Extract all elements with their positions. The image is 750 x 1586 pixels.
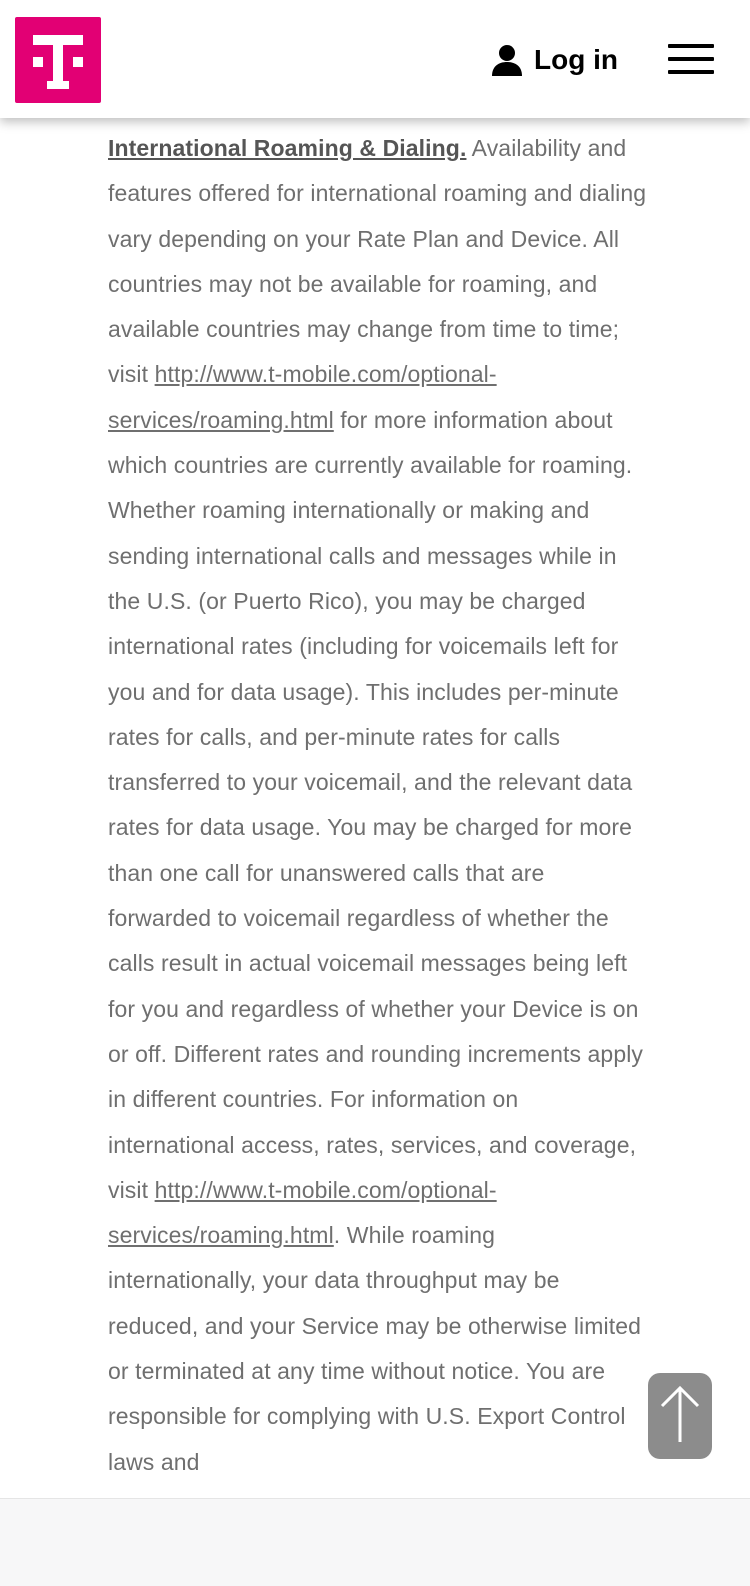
roaming-link[interactable]: http://www.t-mobile.com/optional-services/roaming.html bbox=[108, 1176, 497, 1249]
login-button[interactable] bbox=[492, 38, 618, 82]
paragraph-text: Availability and features offered for international roaming and dialing vary depending on your Rate Plan and Device. All countries may not be available for roaming, and available countries may change from time to time; visit bbox=[108, 135, 647, 388]
roaming-link[interactable]: http://www.t-mobile.com/optional-services/roaming.html bbox=[108, 361, 497, 433]
user-icon bbox=[492, 44, 522, 76]
scroll-to-top-button[interactable] bbox=[648, 1373, 712, 1459]
roaming-paragraph bbox=[108, 126, 648, 1485]
site-header bbox=[0, 0, 750, 118]
section-heading: International Roaming & Dialing. bbox=[108, 135, 467, 161]
paragraph-text: for more information about which countries are currently available for roaming. Whether roaming internationally or making and sending international calls and messages while in the U.S. (or Puerto Rico), you may be charged international rates (including for voicemails left for you and for data usage). This includes per-minute rates for calls, and per-minute rates for calls transferred to your voicemail, and the relevant data rates for data usage. You may be charged for more than one call for unanswered calls that are forwarded to voicemail regardless of whether the calls result in actual voicemail messages being left for you and regardless of whether your Device is on or off. Different rates and rounding increments apply in different countries. For information on international access, rates, services, and coverage, visit bbox=[108, 406, 644, 1203]
hamburger-menu-icon[interactable] bbox=[668, 44, 714, 76]
t-mobile-logo[interactable] bbox=[15, 17, 101, 103]
terms-article bbox=[108, 126, 648, 1485]
login-label: Log in bbox=[534, 44, 618, 75]
bottom-bar bbox=[0, 1498, 750, 1586]
arrow-up-icon bbox=[660, 1384, 700, 1449]
paragraph-text: . While roaming internationally, your data throughput may be reduced, and your Service may be otherwise limited or terminated at any time without notice. You are responsible for complying with U.S. Export Control laws and bbox=[108, 1222, 641, 1475]
